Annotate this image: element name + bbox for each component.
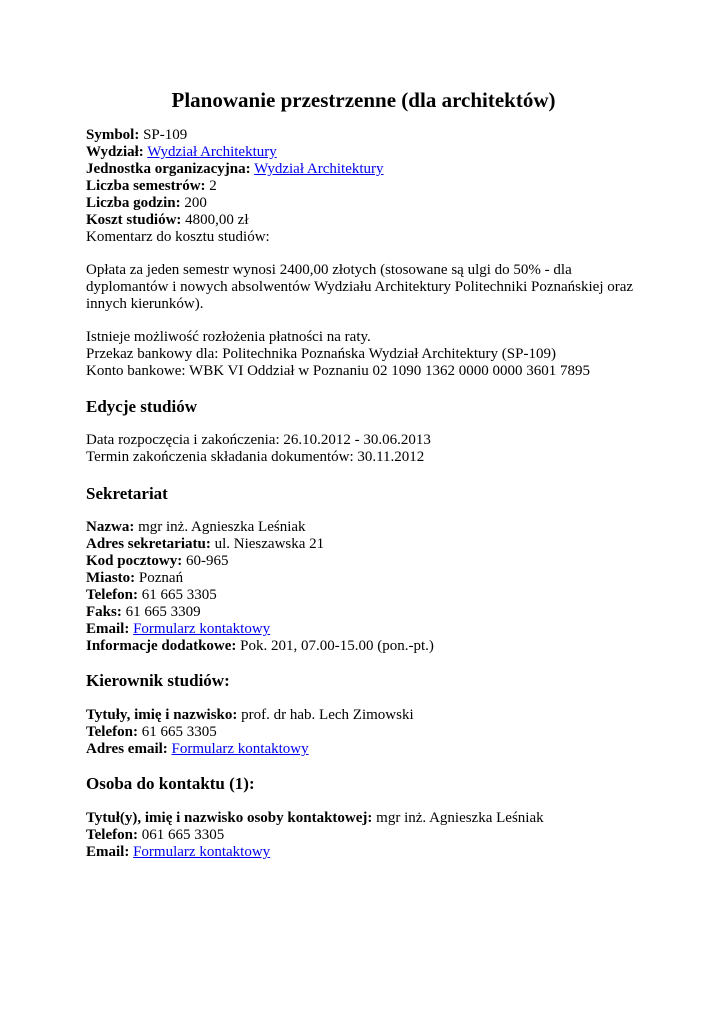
koszt-value: 4800,00 zł — [185, 212, 249, 228]
jednostka-link[interactable]: Wydział Architektury — [254, 161, 384, 177]
kierownik-phone-row — [86, 724, 646, 741]
jednostka-label: Jednostka organizacyjna: — [86, 161, 251, 177]
symbol-value: SP-109 — [143, 127, 188, 143]
kontakt-phone-row — [86, 827, 646, 844]
kontakt-heading: Osoba do kontaktu (1): — [86, 774, 255, 793]
kontakt-name-value: mgr inż. Agnieszka Leśniak — [376, 810, 544, 826]
kierownik-email-label: Adres email: — [86, 741, 168, 757]
edition-dates: Data rozpoczęcia i zakończenia: 26.10.2012 - 30.06.2013 — [86, 432, 431, 448]
kierownik-phone-value: 61 665 3305 — [141, 724, 217, 740]
payment-text-line: dyplomantów i nowych absolwentów Wydziału Architektury Politechniki Poznańskiej oraz — [86, 279, 634, 295]
edycje-heading: Edycje studiów — [86, 397, 197, 416]
sekretariat-contact-form-link[interactable]: Formularz kontaktowy — [133, 621, 271, 637]
koszt-label: Koszt studiów: — [86, 212, 182, 228]
faks-row — [86, 604, 646, 621]
kontakt-phone-value: 061 665 3305 — [141, 827, 225, 843]
wydzial-link[interactable]: Wydział Architektury — [147, 144, 277, 160]
kierownik-contact-form-link[interactable]: Formularz kontaktowy — [171, 741, 309, 757]
symbol-row — [86, 127, 646, 144]
kierownik-email-row — [86, 741, 646, 758]
faks-label: Faks: — [86, 604, 122, 620]
kod-value: 60-965 — [186, 553, 229, 569]
wydzial-row — [86, 144, 646, 161]
payment-paragraph-1 — [86, 262, 636, 313]
nazwa-row — [86, 519, 646, 536]
sekretariat-block — [86, 519, 646, 655]
semestry-value: 2 — [209, 178, 217, 194]
adres-label: Adres sekretariatu: — [86, 536, 211, 552]
symbol-label: Symbol: — [86, 127, 140, 143]
sekretariat-heading: Sekretariat — [86, 484, 168, 503]
email-row — [86, 621, 646, 638]
payment-text-line: innych kierunków). — [86, 296, 204, 312]
adres-row — [86, 536, 646, 553]
payment-paragraph-2 — [86, 329, 636, 380]
kontakt-name-row — [86, 810, 646, 827]
kierownik-block — [86, 707, 646, 758]
godziny-row — [86, 195, 646, 212]
kontakt-block — [86, 810, 646, 861]
kierownik-name-value: prof. dr hab. Lech Zimowski — [241, 707, 414, 723]
payment-text-line: Opłata za jeden semestr wynosi 2400,00 złotych (stosowane są ulgi do 50% - dla — [86, 262, 572, 278]
kierownik-name-label: Tytuły, imię i nazwisko: — [86, 707, 238, 723]
course-info — [86, 127, 646, 246]
info-value: Pok. 201, 07.00-15.00 (pon.-pt.) — [240, 638, 434, 654]
info-label: Informacje dodatkowe: — [86, 638, 237, 654]
wydzial-label: Wydział: — [86, 144, 144, 160]
godziny-label: Liczba godzin: — [86, 195, 181, 211]
telefon-row — [86, 587, 646, 604]
kod-row — [86, 553, 646, 570]
semestry-row — [86, 178, 646, 195]
email-label: Email: — [86, 621, 130, 637]
telefon-value: 61 665 3305 — [141, 587, 217, 603]
nazwa-value: mgr inż. Agnieszka Leśniak — [138, 519, 306, 535]
koszt-row — [86, 212, 646, 229]
faks-value: 61 665 3309 — [125, 604, 201, 620]
miasto-row — [86, 570, 646, 587]
adres-value: ul. Nieszawska 21 — [214, 536, 325, 552]
document-deadline: Termin zakończenia składania dokumentów: 30.11.2012 — [86, 449, 425, 465]
kierownik-heading: Kierownik studiów: — [86, 671, 230, 690]
kontakt-name-label: Tytuł(y), imię i nazwisko osoby kontaktowej: — [86, 810, 373, 826]
edycje-block — [86, 432, 636, 466]
godziny-value: 200 — [184, 195, 207, 211]
telefon-label: Telefon: — [86, 587, 138, 603]
nazwa-label: Nazwa: — [86, 519, 135, 535]
kod-label: Kod pocztowy: — [86, 553, 183, 569]
installments-text: Istnieje możliwość rozłożenia płatności na raty. — [86, 329, 371, 345]
semestry-label: Liczba semestrów: — [86, 178, 206, 194]
komentarz-row: Komentarz do kosztu studiów: — [86, 229, 270, 245]
page-title: Planowanie przestrzenne (dla architektów) — [171, 88, 556, 112]
kontakt-contact-form-link[interactable]: Formularz kontaktowy — [133, 844, 271, 860]
kierownik-name-row — [86, 707, 646, 724]
kontakt-email-label: Email: — [86, 844, 130, 860]
miasto-value: Poznań — [138, 570, 184, 586]
jednostka-row — [86, 161, 646, 178]
kontakt-phone-label: Telefon: — [86, 827, 138, 843]
kontakt-email-row — [86, 844, 646, 861]
info-row — [86, 638, 646, 655]
transfer-text: Przekaz bankowy dla: Politechnika Poznańska Wydział Architektury (SP-109) — [86, 346, 556, 362]
bank-account-text: Konto bankowe: WBK VI Oddział w Poznaniu 02 1090 1362 0000 0000 3601 7895 — [86, 363, 590, 379]
kierownik-phone-label: Telefon: — [86, 724, 138, 740]
miasto-label: Miasto: — [86, 570, 136, 586]
